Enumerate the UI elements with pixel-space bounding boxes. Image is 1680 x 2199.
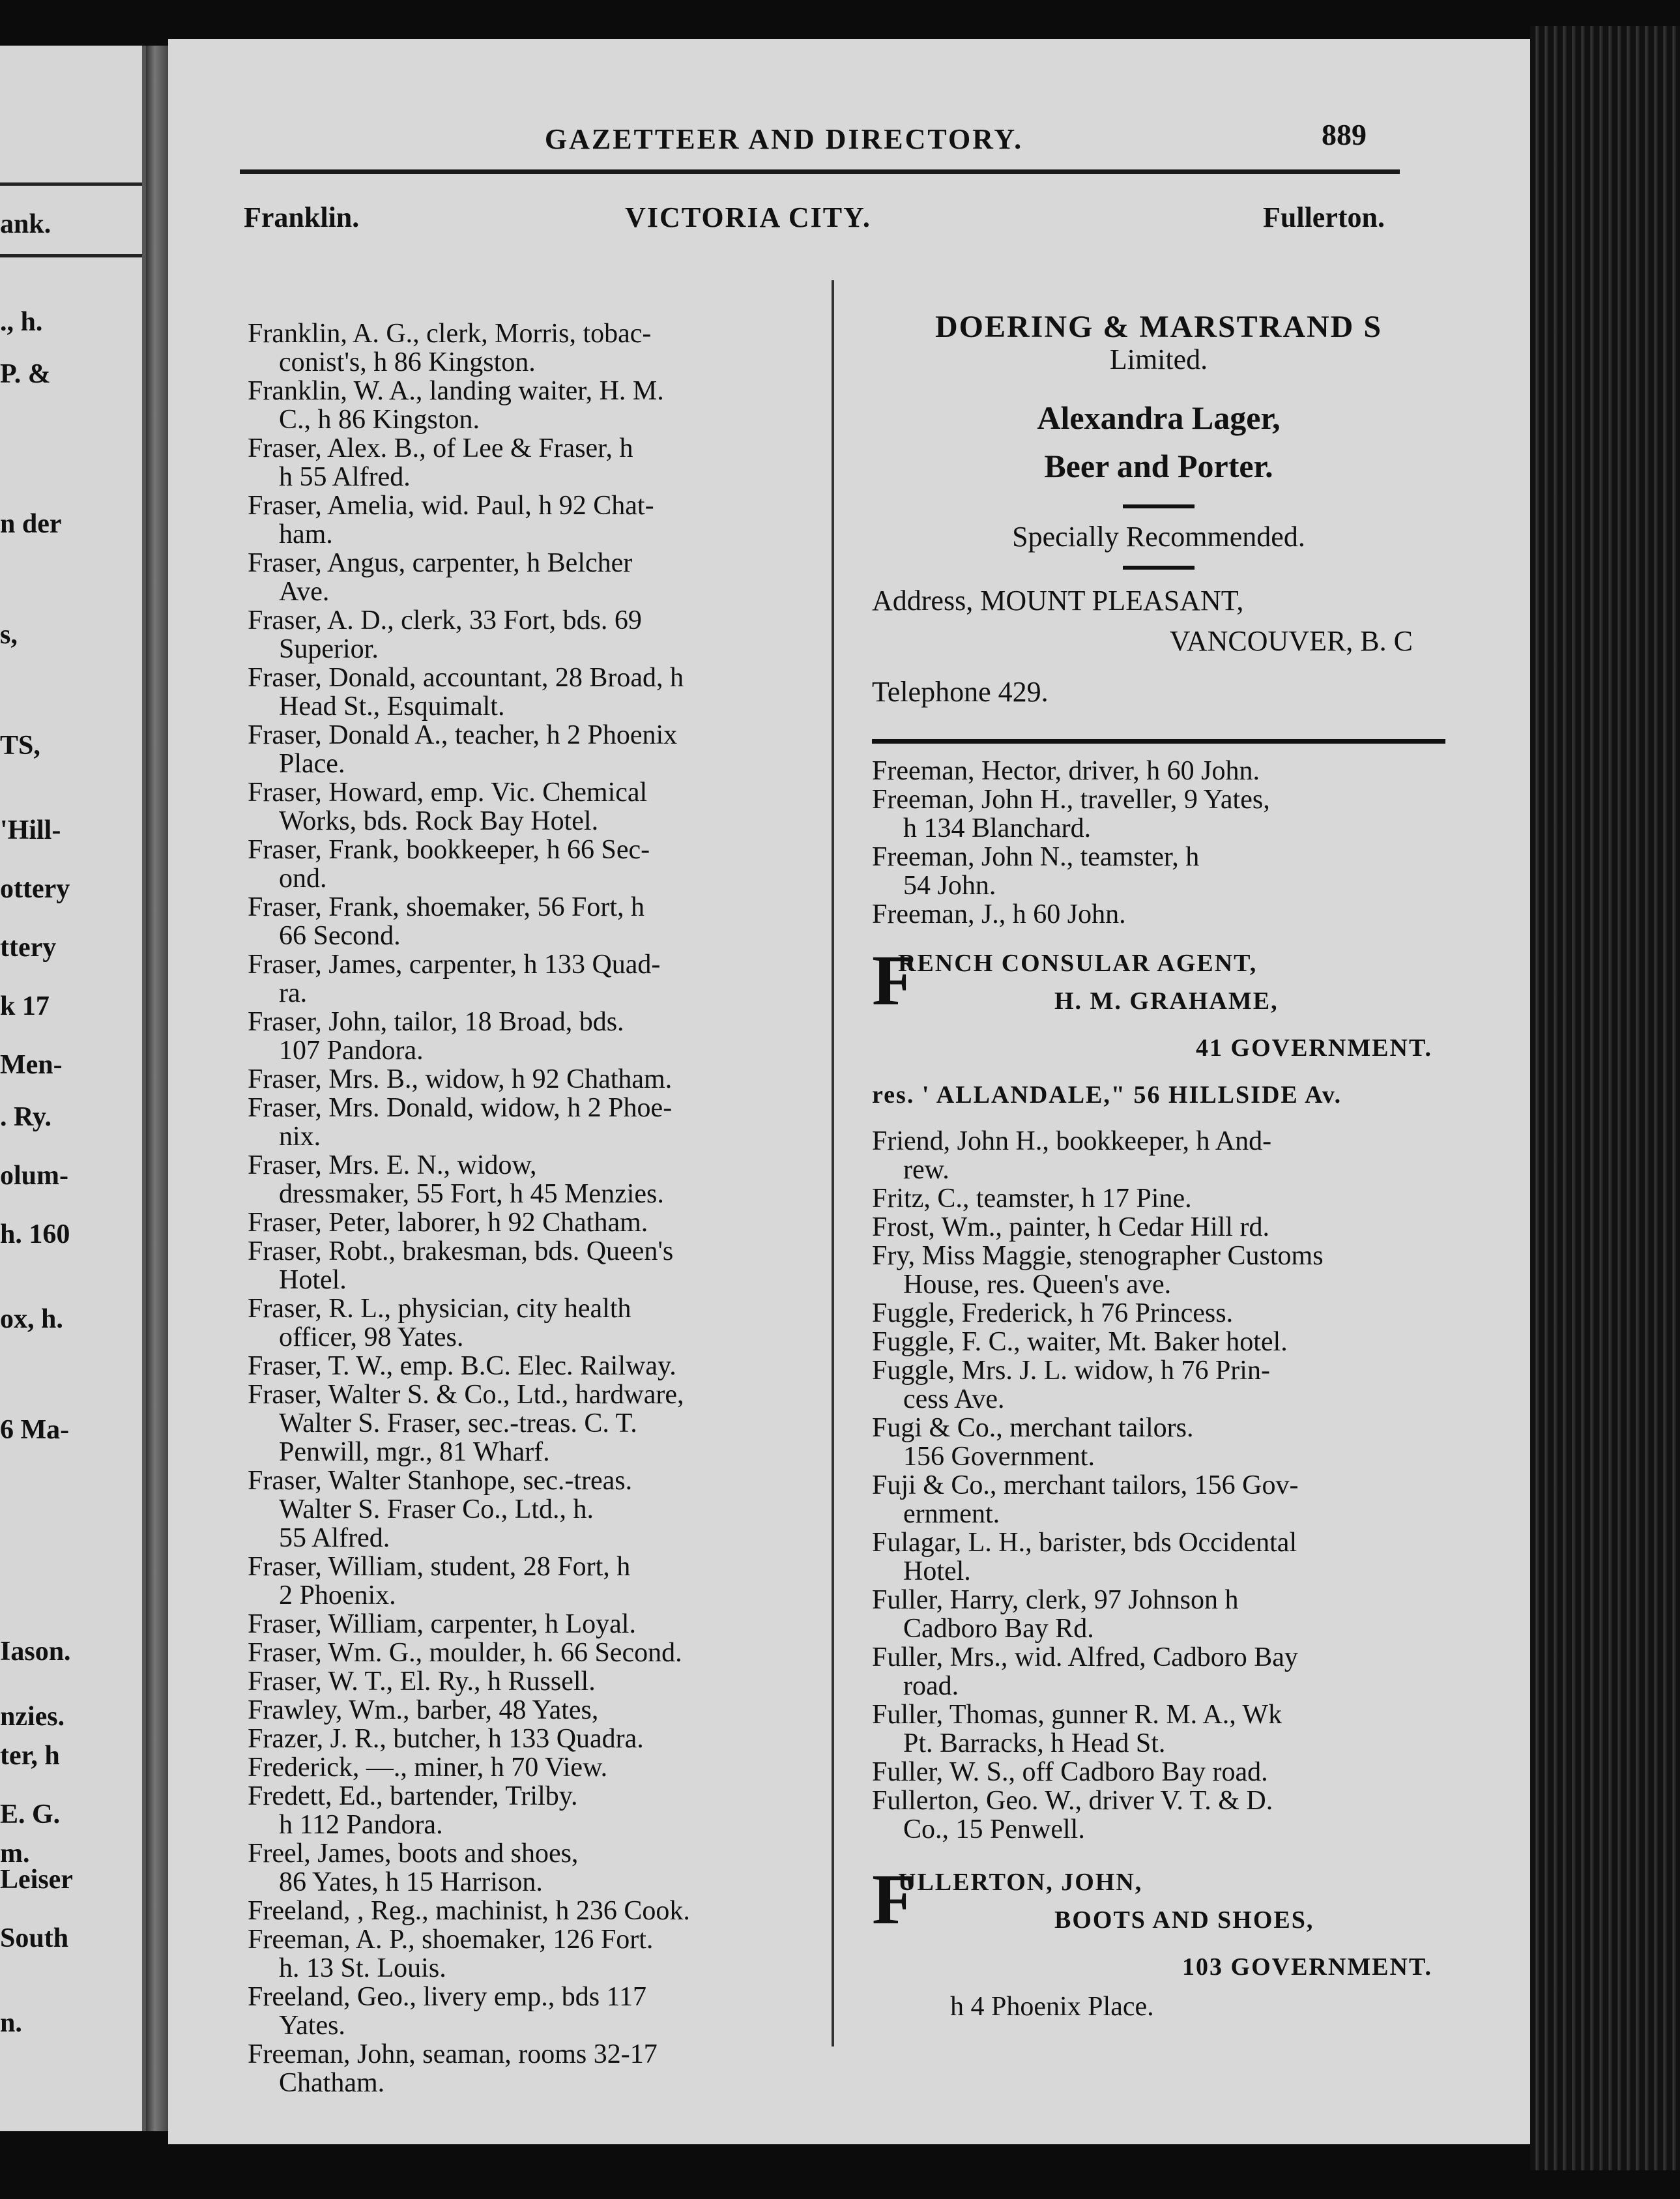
entries-group-b <box>872 1127 1445 1844</box>
previous-page-text: 6 Ma- <box>0 1415 70 1445</box>
running-head-right: Fullerton. <box>1263 201 1385 233</box>
directory-entry <box>248 1094 824 1151</box>
previous-page-text: Leiser <box>0 1865 73 1895</box>
ad-line-1: ULLERTON, JOHN, <box>898 1869 1143 1896</box>
entry-line: Fraser, Walter Stanhope, sec.-treas. <box>248 1466 633 1496</box>
entry-continuation: cess Ave. <box>903 1384 1005 1414</box>
directory-entry <box>872 1528 1445 1586</box>
entry-line: Fraser, Howard, emp. Vic. Chemical <box>248 778 648 808</box>
entry-line: Fuller, W. S., off Cadboro Bay road. <box>872 1757 1268 1787</box>
section-rule <box>872 739 1445 744</box>
entry-continuation: Penwill, mgr., 81 Wharf. <box>279 1437 550 1467</box>
directory-entry <box>248 1008 824 1065</box>
directory-entry <box>248 319 824 377</box>
ad-limited: Limited. <box>1109 343 1208 375</box>
previous-page-text: h. 160 <box>0 1219 70 1249</box>
directory-entry <box>872 1758 1445 1786</box>
entry-line: Fraser, Frank, bookkeeper, h 66 Sec- <box>248 835 650 865</box>
ad-line-1: RENCH CONSULAR AGENT, <box>898 950 1258 977</box>
entry-continuation: ond. <box>279 864 327 894</box>
ad-telephone: Telephone 429. <box>872 676 1049 708</box>
ad-address-2: VANCOUVER, B. C <box>1169 625 1413 657</box>
previous-page-text: ., h. <box>0 307 43 337</box>
ad-dropcap: F <box>872 940 918 1020</box>
ad-line-3: 103 GOVERNMENT. <box>1182 1953 1432 1981</box>
entry-line: Fraser, Mrs. B., widow, h 92 Chatham. <box>248 1064 673 1094</box>
entry-line: Fraser, William, student, 28 Fort, h <box>248 1552 631 1582</box>
entry-continuation: 55 Alfred. <box>279 1523 390 1553</box>
entry-continuation: h. 13 St. Louis. <box>279 1953 446 1983</box>
entry-continuation: House, res. Queen's ave. <box>903 1270 1172 1300</box>
entry-continuation: Walter S. Fraser, sec.-treas. C. T. <box>279 1408 637 1438</box>
entry-line: Fraser, Walter S. & Co., Ltd., hardware, <box>248 1380 684 1410</box>
entry-continuation: Head St., Esquimalt. <box>279 692 505 721</box>
directory-entry <box>248 2040 824 2097</box>
entry-line: Freeman, John H., traveller, 9 Yates, <box>872 785 1270 815</box>
entry-line: Fraser, Mrs. Donald, widow, h 2 Phoe- <box>248 1093 673 1123</box>
entry-line: Freeman, John N., teamster, h <box>872 842 1200 872</box>
entry-continuation: ra. <box>279 978 308 1008</box>
entry-line: Frawley, Wm., barber, 48 Yates, <box>248 1695 599 1725</box>
entry-line: Fuller, Thomas, gunner R. M. A., Wk <box>872 1700 1282 1730</box>
entry-line: Fulagar, L. H., barister, bds Occidental <box>872 1528 1297 1558</box>
ad-line-4 <box>872 1076 1445 1114</box>
entry-line: Frost, Wm., painter, h Cedar Hill rd. <box>872 1212 1269 1242</box>
directory-entry <box>248 491 824 549</box>
directory-entry <box>248 1839 824 1897</box>
entry-continuation: Pt. Barracks, h Head St. <box>903 1728 1166 1758</box>
directory-entry <box>248 549 824 606</box>
directory-entry <box>248 434 824 491</box>
directory-entry <box>872 1643 1445 1700</box>
entry-continuation: Chatham. <box>279 2068 385 2098</box>
directory-entry <box>248 1352 824 1380</box>
directory-entry <box>248 1151 824 1208</box>
entry-line: Fraser, Amelia, wid. Paul, h 92 Chat- <box>248 491 654 521</box>
entry-line: Fraser, Mrs. E. N., widow, <box>248 1150 537 1180</box>
directory-entry <box>248 1753 824 1782</box>
directory-entry <box>872 1471 1445 1528</box>
directory-page <box>168 39 1530 2144</box>
entry-continuation: 54 John. <box>903 871 996 901</box>
entry-line: Fuggle, F. C., waiter, Mt. Baker hotel. <box>872 1327 1288 1357</box>
previous-page-rule <box>0 254 142 257</box>
entry-continuation: 107 Pandora. <box>279 1036 424 1066</box>
entry-continuation: Walter S. Fraser Co., Ltd., h. <box>279 1494 594 1524</box>
directory-entry <box>248 1638 824 1667</box>
entry-line: Fuggle, Frederick, h 76 Princess. <box>872 1298 1234 1328</box>
directory-entry <box>248 893 824 950</box>
page-header-title: GAZETTEER AND DIRECTORY. <box>544 123 1024 155</box>
directory-entry <box>872 1299 1445 1328</box>
entry-line: Fraser, Donald, accountant, 28 Broad, h <box>248 663 684 693</box>
entry-line: Fraser, T. W., emp. B.C. Elec. Railway. <box>248 1351 676 1381</box>
entry-line: Freeman, Hector, driver, h 60 John. <box>872 756 1260 786</box>
entry-continuation: ham. <box>279 519 333 549</box>
entry-line: Fraser, Robt., brakesman, bds. Queen's <box>248 1236 674 1266</box>
directory-entry <box>248 1782 824 1839</box>
entry-line: Fuji & Co., merchant tailors, 156 Gov- <box>872 1470 1299 1500</box>
entry-continuation: Co., 15 Penwell. <box>903 1814 1085 1844</box>
previous-page-text: E. G. <box>0 1799 61 1829</box>
ad-line-3: 41 GOVERNMENT. <box>1196 1034 1432 1062</box>
entry-continuation: 66 Second. <box>279 921 401 951</box>
entry-continuation: officer, 98 Yates. <box>279 1322 464 1352</box>
previous-page-text: s, <box>0 620 18 650</box>
book-page-edges <box>1530 26 1680 2170</box>
ad-product-2: Beer and Porter. <box>1044 448 1273 484</box>
entry-line: Fredett, Ed., bartender, Trilby. <box>248 1781 578 1811</box>
directory-entry <box>872 1213 1445 1242</box>
entry-line: Freeman, John, seaman, rooms 32-17 <box>248 2039 658 2069</box>
directory-entry <box>248 606 824 663</box>
entry-continuation: nix. <box>279 1122 321 1152</box>
previous-page-text: ter, h <box>0 1741 60 1771</box>
entry-continuation: h 55 Alfred. <box>279 462 411 492</box>
ad-product-1: Alexandra Lager, <box>1037 400 1281 436</box>
directory-entry <box>248 1294 824 1352</box>
previous-page-text: . Ry. <box>0 1102 52 1132</box>
previous-page-text: nzies. <box>0 1702 65 1732</box>
entry-line: Fraser, Angus, carpenter, h Belcher <box>248 548 633 578</box>
ad-address-1: Address, MOUNT PLEASANT, <box>872 585 1244 617</box>
entry-continuation: h 112 Pandora. <box>279 1810 443 1840</box>
previous-page-text: m. <box>0 1839 30 1869</box>
directory-entry <box>248 950 824 1008</box>
entry-continuation: conist's, h 86 Kingston. <box>279 347 536 377</box>
entry-line: Freeman, A. P., shoemaker, 126 Fort. <box>248 1925 654 1955</box>
entry-continuation: Cadboro Bay Rd. <box>903 1614 1094 1644</box>
directory-entry <box>872 1184 1445 1213</box>
previous-page-rule <box>0 182 142 186</box>
directory-entry <box>248 1725 824 1753</box>
entry-continuation: Place. <box>279 749 345 779</box>
entry-line: Fraser, Wm. G., moulder, h. 66 Second. <box>248 1638 682 1668</box>
entry-line: Frederick, —., miner, h 70 View. <box>248 1753 608 1783</box>
directory-entry <box>248 1897 824 1925</box>
directory-entry <box>248 836 824 893</box>
directory-entry <box>248 1696 824 1725</box>
entry-line: Freeland, , Reg., machinist, h 236 Cook. <box>248 1896 690 1926</box>
previous-page-text: olum- <box>0 1161 68 1191</box>
previous-page-text: P. & <box>0 359 51 389</box>
entry-line: Fraser, Frank, shoemaker, 56 Fort, h <box>248 892 645 922</box>
directory-entry <box>248 1610 824 1638</box>
entry-continuation: 86 Yates, h 15 Harrison. <box>279 1867 543 1897</box>
entry-line: Fraser, William, carpenter, h Loyal. <box>248 1609 636 1639</box>
directory-entry <box>872 1127 1445 1184</box>
entry-line: Fraser, R. L., physician, city health <box>248 1294 631 1324</box>
left-column <box>248 319 824 2097</box>
ad-line-2: H. M. GRAHAME, <box>1054 987 1279 1015</box>
entry-continuation: 156 Government. <box>903 1442 1095 1472</box>
directory-entry <box>248 1237 824 1294</box>
previous-page-text: ottery <box>0 874 70 904</box>
entry-line: Fry, Miss Maggie, stenographer Customs <box>872 1241 1324 1271</box>
directory-entry <box>872 1414 1445 1471</box>
entry-line: Fraser, James, carpenter, h 133 Quad- <box>248 950 661 980</box>
entry-line: Fugi & Co., merchant tailors. <box>872 1413 1194 1443</box>
entry-line: Friend, John H., bookkeeper, h And- <box>872 1126 1272 1156</box>
previous-page-text: Men- <box>0 1050 63 1080</box>
entry-continuation: 2 Phoenix. <box>279 1580 396 1610</box>
running-head-center: VICTORIA CITY. <box>625 201 871 233</box>
directory-entry <box>248 1983 824 2040</box>
entry-continuation: Hotel. <box>279 1265 347 1295</box>
column-divider <box>832 280 834 2046</box>
directory-entry <box>872 843 1445 900</box>
entry-continuation: Works, bds. Rock Bay Hotel. <box>279 806 599 836</box>
entry-line: Fraser, Alex. B., of Lee & Fraser, h <box>248 433 633 463</box>
directory-entry <box>248 663 824 721</box>
right-column <box>872 310 1445 2022</box>
directory-entry <box>248 1667 824 1696</box>
entry-continuation: h 134 Blanchard. <box>903 813 1092 843</box>
directory-entry <box>248 1380 824 1466</box>
book-gutter <box>146 46 168 2131</box>
directory-entry <box>872 1786 1445 1844</box>
ad-line-2: BOOTS AND SHOES, <box>1054 1906 1314 1934</box>
previous-page-text: 'Hill- <box>0 815 61 845</box>
entry-line: Fullerton, Geo. W., driver V. T. & D. <box>872 1786 1273 1816</box>
entry-line: Fraser, A. D., clerk, 33 Fort, bds. 69 <box>248 605 642 635</box>
entry-continuation: dressmaker, 55 Fort, h 45 Menzies. <box>279 1179 664 1209</box>
entry-continuation: Ave. <box>279 577 330 607</box>
entry-line: Freeman, J., h 60 John. <box>872 899 1126 929</box>
directory-entry <box>872 1700 1445 1758</box>
previous-page-text: n. <box>0 2008 22 2038</box>
entry-line: Fraser, Peter, laborer, h 92 Chatham. <box>248 1208 648 1238</box>
fullerton-advertisement <box>872 1859 1445 1986</box>
ad-short-rule <box>1123 566 1195 570</box>
entry-line: Fuggle, Mrs. J. L. widow, h 76 Prin- <box>872 1356 1270 1386</box>
entry-continuation: road. <box>903 1671 959 1701</box>
directory-entry <box>248 1208 824 1237</box>
entry-line: Fuller, Mrs., wid. Alfred, Cadboro Bay <box>872 1642 1298 1672</box>
previous-page-text: ox, h. <box>0 1304 63 1334</box>
previous-page-text: Iason. <box>0 1637 71 1667</box>
entry-line: Franklin, W. A., landing waiter, H. M. <box>248 376 664 406</box>
entry-line: Fuller, Harry, clerk, 97 Johnson h <box>872 1585 1239 1615</box>
directory-entry <box>248 377 824 434</box>
entry-continuation: rew. <box>903 1155 949 1185</box>
previous-page-text: ank. <box>0 209 51 239</box>
directory-entry <box>872 785 1445 843</box>
ad-dropcap: F <box>872 1859 918 1939</box>
entry-line: Frazer, J. R., butcher, h 133 Quadra. <box>248 1724 644 1754</box>
directory-entry <box>872 1356 1445 1414</box>
header-rule <box>240 169 1400 174</box>
entry-line: Freel, James, boots and shoes, <box>248 1839 579 1869</box>
doering-advertisement <box>872 310 1445 708</box>
running-head-left: Franklin. <box>244 201 360 233</box>
directory-entry <box>872 900 1445 929</box>
previous-page-text: n der <box>0 509 62 539</box>
ad-company-name: DOERING & MARSTRAND S <box>934 310 1383 344</box>
page-number: 889 <box>1322 118 1367 151</box>
entry-continuation: Superior. <box>279 634 379 664</box>
directory-entry <box>872 757 1445 785</box>
directory-entry <box>248 1552 824 1610</box>
entry-line: Franklin, A. G., clerk, Morris, tobac- <box>248 319 652 349</box>
entry-continuation: Yates. <box>279 2011 345 2041</box>
ad-short-rule <box>1123 504 1195 508</box>
entry-continuation: C., h 86 Kingston. <box>279 405 480 435</box>
entry-line: Fraser, John, tailor, 18 Broad, bds. <box>248 1007 624 1037</box>
entry-line: Freeland, Geo., livery emp., bds 117 <box>248 1982 646 2012</box>
directory-entry <box>872 1242 1445 1299</box>
directory-entry <box>248 1466 824 1552</box>
entry-line: Fraser, W. T., El. Ry., h Russell. <box>248 1667 596 1697</box>
entries-group-a <box>872 757 1445 929</box>
previous-page-text: ttery <box>0 933 57 963</box>
entry-continuation: Hotel. <box>903 1556 971 1586</box>
directory-entry <box>248 1065 824 1094</box>
entry-line: Fraser, Donald A., teacher, h 2 Phoenix <box>248 720 678 750</box>
entry-continuation: ernment. <box>903 1499 1000 1529</box>
entry-line: Fritz, C., teamster, h 17 Pine. <box>872 1184 1192 1214</box>
previous-page-text: TS, <box>0 731 40 761</box>
directory-entry <box>872 1328 1445 1356</box>
directory-entry <box>248 721 824 778</box>
directory-entry <box>248 778 824 836</box>
ad-recommended: Specially Recommended. <box>1012 521 1305 553</box>
french-consul-advertisement <box>872 940 1445 1114</box>
previous-page-fragment <box>0 46 146 2131</box>
previous-page-text: k 17 <box>0 991 50 1021</box>
ad-line-4: h 4 Phoenix Place. <box>950 1992 1154 2022</box>
ad-residence: res. ' ALLANDALE," 56 HILLSIDE Av. <box>872 1081 1342 1109</box>
directory-entry <box>248 1925 824 1983</box>
directory-entry <box>872 1586 1445 1643</box>
previous-page-text: South <box>0 1923 69 1953</box>
